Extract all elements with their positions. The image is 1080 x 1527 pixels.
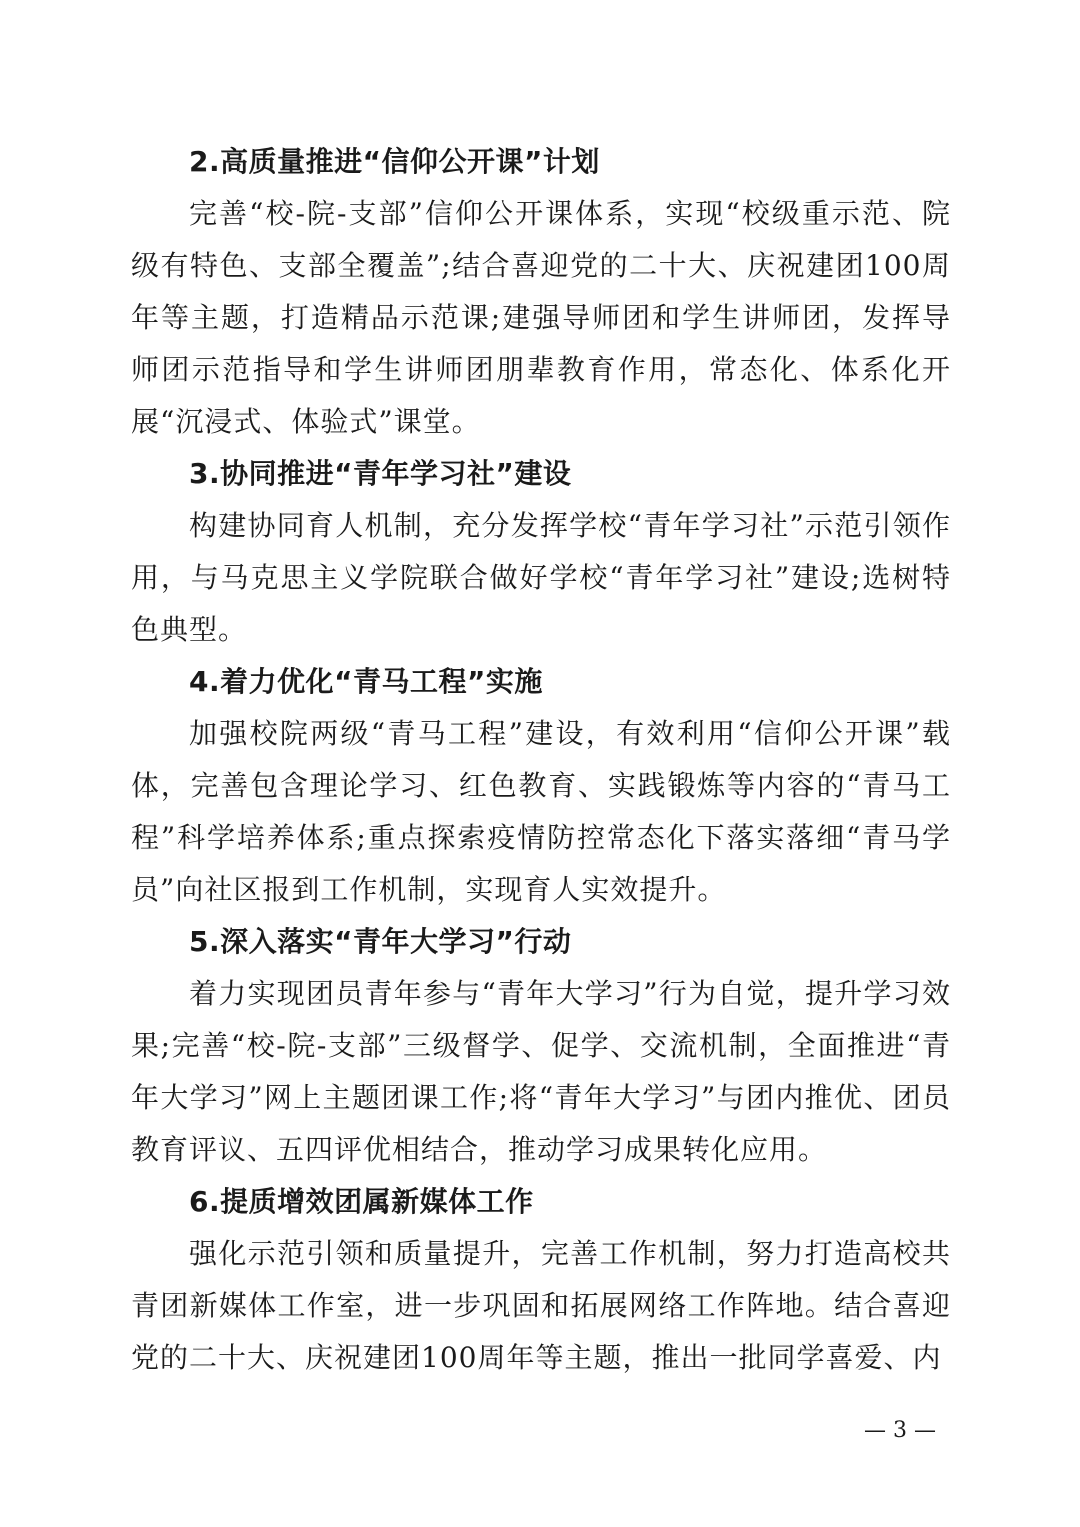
page-number: — 3 — <box>864 1418 936 1443</box>
section-paragraph: 着力实现团员青年参与“青年大学习”行为自觉，提升学习效果;完善“校-院-支部”三级督学、促学、交流机制，全面推进“青年大学习”网上主题团课工作;将“青年大学习”与团内推优、团员教育评议、五四评优相结合，推动学习成果转化应用。 <box>131 977 951 1166</box>
section-heading: 4.着力优化“青马工程”实施 <box>189 665 543 698</box>
section-heading: 3.协同推进“青年学习社”建设 <box>189 457 572 490</box>
section-5 <box>131 916 951 1176</box>
section-paragraph: 加强校院两级“青马工程”建设，有效利用“信仰公开课”载体，完善包含理论学习、红色教育、实践锻炼等内容的“青马工程”科学培养体系;重点探索疫情防控常态化下落实落细“青马学员”向社区报到工作机制，实现育人实效提升。 <box>131 717 951 906</box>
section-paragraph: 完善“校-院-支部”信仰公开课体系，实现“校级重示范、院级有特色、支部全覆盖”;结合喜迎党的二十大、庆祝建团100周年等主题，打造精品示范课;建强导师团和学生讲师团，发挥导师团示范指导和学生讲师团朋辈教育作用，常态化、体系化开展“沉浸式、体验式”课堂。 <box>131 197 951 438</box>
section-paragraph: 强化示范引领和质量提升，完善工作机制，努力打造高校共青团新媒体工作室，进一步巩固和拓展网络工作阵地。结合喜迎党的二十大、庆祝建团100周年等主题，推出一批同学喜爱、内 <box>131 1237 951 1374</box>
section-3 <box>131 448 951 656</box>
section-heading: 2.高质量推进“信仰公开课”计划 <box>189 145 600 178</box>
section-paragraph: 构建协同育人机制，充分发挥学校“青年学习社”示范引领作用，与马克思主义学院联合做好学校“青年学习社”建设;选树特色典型。 <box>131 509 951 646</box>
section-heading: 5.深入落实“青年大学习”行动 <box>189 925 572 958</box>
section-2 <box>131 136 951 448</box>
document-body <box>131 136 951 1384</box>
section-heading: 6.提质增效团属新媒体工作 <box>189 1185 534 1218</box>
section-4 <box>131 656 951 916</box>
section-6 <box>131 1176 951 1384</box>
